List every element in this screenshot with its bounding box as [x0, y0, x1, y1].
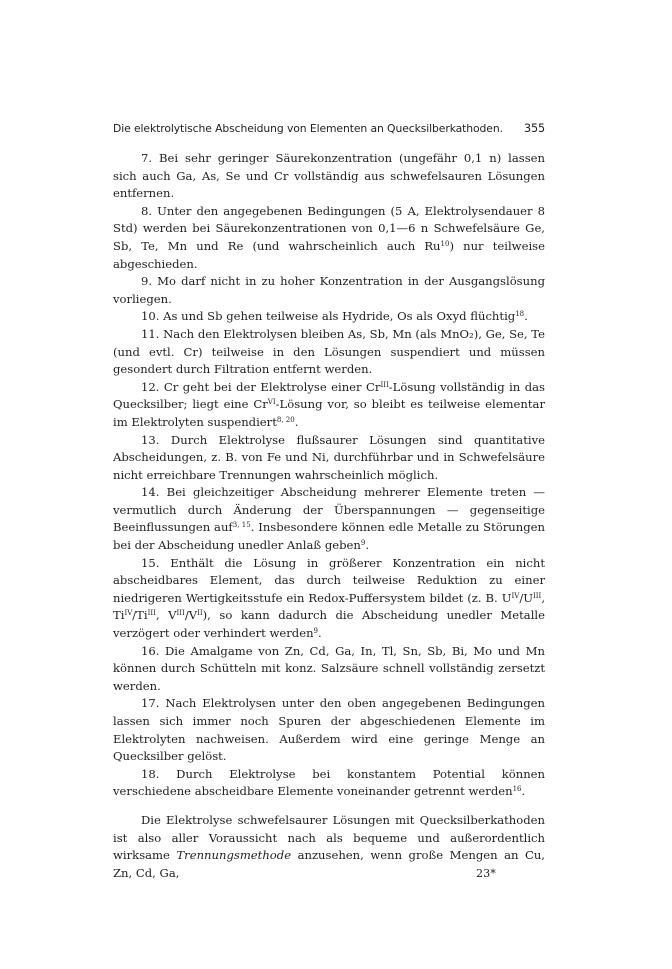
signature-mark: 23* — [476, 867, 496, 880]
footnote-ref: 8, 20 — [276, 415, 295, 424]
footnote-ref: 10 — [440, 239, 450, 248]
oxidation-state: III — [533, 591, 542, 600]
item-13: 13. Durch Elektrolyse flußsaurer Lösungen sind quantitative Abscheidungen, z. B. von Fe und Ni, durchführbar und in Schwefelsäure nicht erreichbare Trennungen wahrscheinlich möglich. — [113, 432, 545, 482]
item-11: 11. Nach den Elektrolysen bleiben As, Sb, Mn (als MnO₂), Ge, Se, Te (und evtl. Cr) teilweise in den Lösungen suspendiert und müssen gesondert durch Filtration entfernt werden. — [113, 326, 545, 377]
page-number: 355 — [523, 122, 545, 135]
oxidation-state: IV — [124, 609, 133, 618]
oxidation-state: VI — [267, 398, 276, 407]
item-8: 8. Unter den angegebenen Bedingungen (5 A, Elektrolysendauer 8 Std) werden bei Säurekonzentrationen von 0,1—6 n Schwefelsäure Ge, Sb, Te, Mn und Re (und wahrscheinlich auch Ru$^{10}$) nur teilweise abgeschieden. — [113, 203, 545, 271]
item-12: 12. Cr geht bei der Elektrolyse einer $Cr^{III}$-Lösung vollständig in das Quecksilber; liegt eine $Cr^{VI}$-Lösung vor, so bleibt es teilweise elementar im Elektrolyten suspendiert$^{8, 20}$. — [113, 379, 545, 429]
footnote-ref: 3, 15 — [232, 521, 251, 530]
item-14: 14. Bei gleichzeitiger Abscheidung mehrerer Elemente treten — vermutlich durch Änderung der Überspannungen — gegenseitige Beeinflussungen auf$^{3, 15}$. Insbesondere können edle Metalle zu Störungen bei der Abscheidung unedler Anlaß geben$^9$. — [113, 485, 545, 553]
item-15: 15. Enthält die Lösung in größerer Konzentration ein nicht abscheidbares Element, das durch teilweise Reduktion zu einer niedrigeren Wertigkeitsstufe ein Redox-Puffersystem bildet (z. B. $U^{IV}/U^{III}$, $Ti^{IV}/Ti^{III}$, $V^{III}/V^{II}$), so kann dadurch die Abscheidung unedler Metalle verzögert oder verhindert werden$^9$. — [113, 555, 545, 641]
footnote-ref: 18 — [515, 310, 525, 319]
item-9: 9. Mo darf nicht in zu hoher Konzentration in der Ausgangslösung vorliegen. — [113, 274, 545, 306]
footnote-ref: 9 — [313, 627, 319, 636]
item-17: 17. Nach Elektrolysen unter den oben angegebenen Bedingungen lassen sich immer noch Spuren der abgeschiedenen Elemente im Elektrolyten nachweisen. Außerdem wird eine geringe Menge an Quecksilber gelöst. — [113, 696, 545, 764]
oxidation-state: III — [147, 609, 156, 618]
running-header — [113, 122, 545, 135]
item-7: 7. Bei sehr geringer Säurekonzentration (ungefähr 0,1 n) lassen sich auch Ga, As, Se und Cr vollständig aus schwefelsauren Lösungen entfernen. — [113, 151, 545, 201]
footnote-ref: 16 — [512, 785, 522, 794]
oxidation-state: III — [176, 609, 185, 618]
item-16: 16. Die Amalgame von Zn, Cd, Ga, In, Tl, Sn, Sb, Bi, Mo und Mn können durch Schütteln mit konz. Salzsäure schnell vollständig zersetzt werden. — [113, 643, 545, 693]
closing-paragraph: Die Elektrolyse schwefelsaurer Lösungen mit Quecksilberkathoden ist also aller Voraussicht nach als bequeme und außerordentlich wirksame Trennungsmethode anzusehen, wenn große Mengen an Cu, Zn, Cd, Ga, — [113, 812, 545, 880]
item-10: 10. As und Sb gehen teilweise als Hydride, Os als Oxyd flüchtig$^{18}$. — [141, 309, 528, 324]
oxidation-state: IV — [511, 591, 520, 600]
oxidation-state: III — [380, 380, 389, 389]
body-text — [113, 150, 545, 882]
item-18: 18. Durch Elektrolyse bei konstantem Potential können verschiedene abscheidbare Elemente voneinander getrennt werden$^{16}$. — [113, 766, 545, 799]
oxidation-state: II — [197, 609, 203, 618]
emphasis-term: Trennungsmethode — [176, 848, 292, 863]
footnote-ref: 9 — [360, 539, 366, 548]
running-title: Die elektrolytische Abscheidung von Elementen an Quecksilberkathoden. — [113, 122, 503, 135]
